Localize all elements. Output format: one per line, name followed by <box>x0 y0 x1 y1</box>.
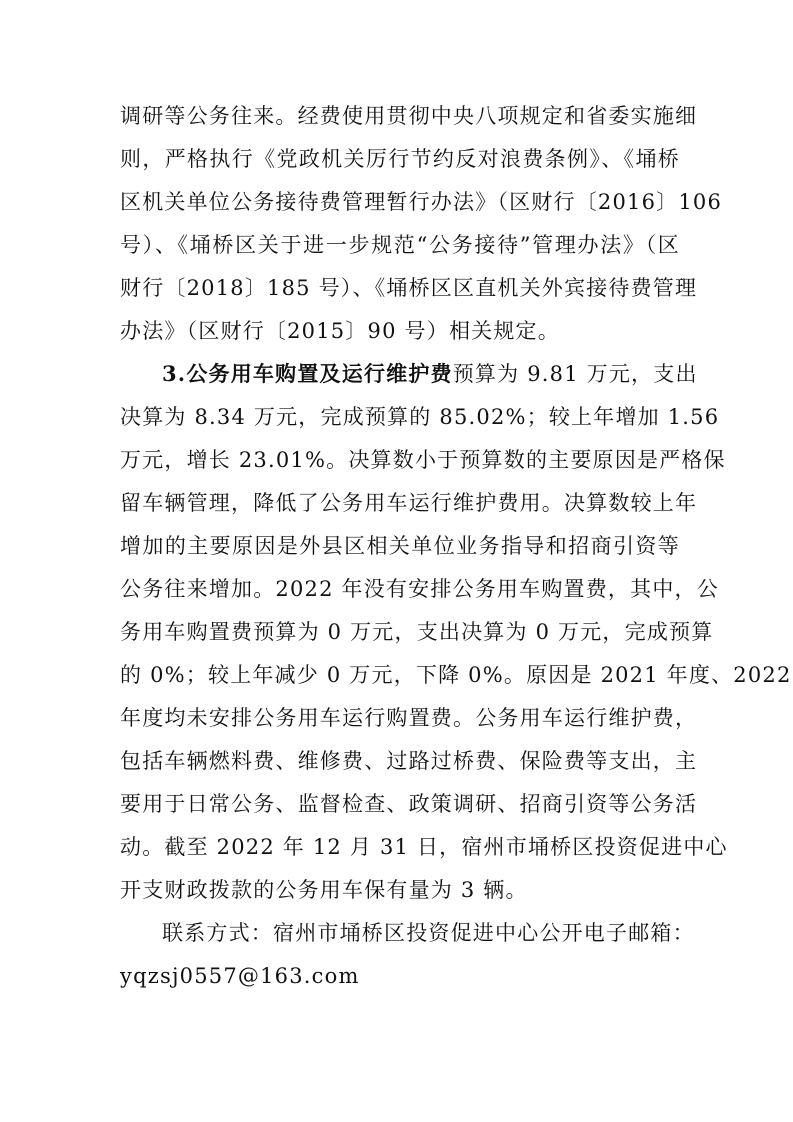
text-line: 公务往来增加。2022 年没有安排公务用车购置费，其中，公 <box>120 577 719 601</box>
text-line: 办法》（区财行〔2015〕90 号）相关规定。 <box>120 319 560 343</box>
text-line: 万元，增长 23.01%。决算数小于预算数的主要原因是严格保 <box>120 448 726 472</box>
text-line: 增加的主要原因是外县区相关单位业务指导和招商引资等 <box>120 534 680 558</box>
contact-email: yqzsj0557@163.com <box>120 964 360 988</box>
text-line: 调研等公务往来。经费使用贯彻中央八项规定和省委实施细 <box>120 104 698 128</box>
text-line: 开支财政拨款的公务用车保有量为 3 辆。 <box>120 878 528 902</box>
text-line: 财行〔2018〕185 号）、《埇桥区区直机关外宾接待费管理 <box>120 276 698 300</box>
section-heading: 3.公务用车购置及运行维护费 <box>162 361 453 386</box>
text-line: 决算为 8.34 万元，完成预算的 85.02%；较上年增加 1.56 <box>120 405 720 429</box>
text-line: 年度均未安排公务用车运行购置费。公务用车运行维护费， <box>120 706 698 730</box>
text-line: 包括车辆燃料费、维修费、过路过桥费、保险费等支出，主 <box>120 749 698 773</box>
contact-line: 联系方式：宿州市埇桥区投资促进中心公开电子邮箱： <box>162 921 695 945</box>
paragraph-first-line <box>162 358 698 390</box>
text-line: 的 0%；较上年减少 0 万元，下降 0%。原因是 2021 年度、2022 <box>120 663 792 687</box>
text-run: 预算为 9.81 万元，支出 <box>452 362 698 386</box>
text-line: 留车辆管理，降低了公务用车运行维护费用。决算数较上年 <box>120 491 698 515</box>
text-line: 务用车购置费预算为 0 万元，支出决算为 0 万元，完成预算 <box>120 620 714 644</box>
text-line: 号）、《埇桥区关于进一步规范“公务接待”管理办法》（区 <box>120 233 680 257</box>
text-line: 要用于日常公务、监督检查、政策调研、招商引资等公务活 <box>120 792 698 816</box>
text-line: 区机关单位公务接待费管理暂行办法》（区财行〔2016〕106 <box>120 190 723 214</box>
text-line: 动。截至 2022 年 12 月 31 日，宿州市埇桥区投资促进中心 <box>120 835 728 859</box>
text-line: 则，严格执行《党政机关厉行节约反对浪费条例》、《埇桥 <box>120 147 680 171</box>
